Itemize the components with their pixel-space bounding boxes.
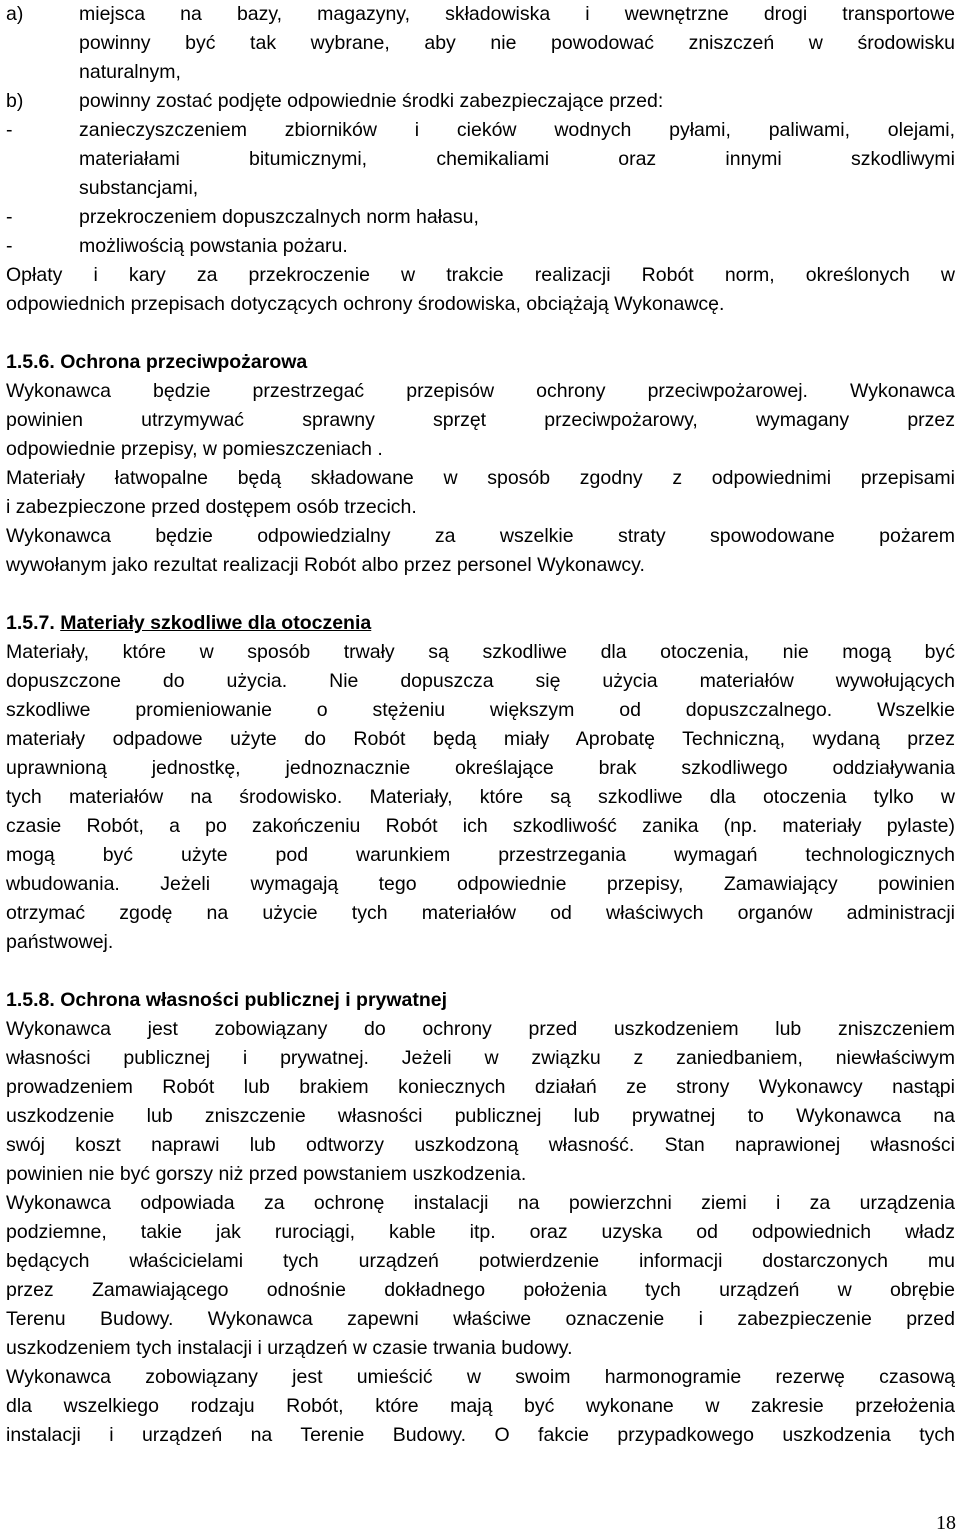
text-line: dla wszelkiego rodzaju Robót, które mają być wykonane w zakresie przełożenia — [6, 1395, 955, 1417]
page-number: 18 — [936, 1512, 956, 1534]
text-line: będących właścicielami tych urządzeń potwierdzenie informacji dostarczonych mu — [6, 1250, 955, 1272]
section-heading — [6, 986, 955, 1015]
text-line: instalacji i urządzeń na Terenie Budowy. O fakcie przypadkowego uszkodzenia tych — [6, 1424, 955, 1446]
list-item-a — [6, 0, 955, 87]
section — [6, 986, 955, 1450]
text-line: prowadzeniem Robót lub brakiem koniecznych działań ze strony Wykonawcy nastąpi — [6, 1076, 955, 1098]
sections-container — [6, 348, 955, 1450]
text-line: powinny być tak wybrane, aby nie powodować zniszczeń w środowisku — [79, 32, 955, 54]
section-heading — [6, 609, 955, 638]
text-line: odpowiednie przepisy, w pomieszczeniach . — [6, 438, 383, 460]
text-line: zanieczyszczeniem zbiorników i cieków wodnych pyłami, paliwami, olejami, — [79, 119, 955, 141]
text-line: Materiały łatwopalne będą składowane w sposób zgodny z odpowiednimi przepisami — [6, 467, 955, 489]
text-line: przekroczeniem dopuszczalnych norm hałasu, — [79, 206, 479, 228]
text-line: materiałami bitumicznymi, chemikaliami oraz innymi szkodliwymi — [79, 148, 955, 170]
document-body — [6, 0, 955, 1450]
text-line: wbudowania. Jeżeli wymagają tego odpowiednie przepisy, Zamawiający powinien — [6, 873, 955, 895]
text-line: Opłaty i kary za przekroczenie w trakcie realizacji Robót norm, określonych w — [6, 264, 955, 286]
text-line: Wykonawca będzie odpowiedzialny za wszelkie straty spowodowane pożarem — [6, 525, 955, 547]
section-number: 1.5.7. — [6, 612, 55, 634]
text-line: i zabezpieczone przed dostępem osób trzecich. — [6, 496, 417, 518]
text-line: Wykonawca zobowiązany jest umieścić w swoim harmonogramie rezerwę czasową — [6, 1366, 955, 1388]
section-number: 1.5.6. — [6, 351, 55, 373]
text-line: powinny zostać podjęte odpowiednie środki zabezpieczające przed: — [79, 90, 664, 112]
dash-item — [6, 116, 955, 203]
intro-list — [6, 0, 955, 319]
text-line: własności publicznej i prywatnej. Jeżeli w związku z zaniedbaniem, niewłaściwym — [6, 1047, 955, 1069]
text-line: przez Zamawiającego odnośnie dokładnego położenia tych urządzeń w obrębie — [6, 1279, 955, 1301]
text-line: materiały odpadowe użyte do Robót będą miały Aprobatę Techniczną, wydaną przez — [6, 728, 955, 750]
dash-item — [6, 203, 955, 232]
text-line: otrzymać zgodę na użycie tych materiałów od właściwych organów administracji — [6, 902, 955, 924]
text-line: naturalnym, — [79, 61, 181, 83]
text-line: możliwością powstania pożaru. — [79, 235, 348, 257]
text-line: czasie Robót, a po zakończeniu Robót ich szkodliwość zanika (np. materiały pylaste) — [6, 815, 955, 837]
list-marker: - — [6, 235, 13, 257]
list-marker: b) — [6, 90, 24, 112]
section-heading — [6, 348, 955, 377]
list-marker: a) — [6, 3, 24, 25]
text-line: substancjami, — [79, 177, 199, 199]
text-line: wywołanym jako rezultat realizacji Robót albo przez personel Wykonawcy. — [6, 554, 645, 576]
text-line: uszkodzenie lub zniszczenie własności publicznej lub prywatnej to Wykonawca na — [6, 1105, 955, 1127]
text-line: odpowiednich przepisach dotyczących ochrony środowiska, obciążają Wykonawcę. — [6, 293, 725, 315]
list-marker: - — [6, 206, 13, 228]
text-line: Materiały, które w sposób trwały są szkodliwe dla otoczenia, nie mogą być — [6, 641, 955, 663]
section-title: Materiały szkodliwe dla otoczenia — [60, 612, 372, 634]
text-line: szkodliwe promieniowanie o stężeniu większym od dopuszczalnego. Wszelkie — [6, 699, 955, 721]
list-item-b — [6, 87, 955, 116]
text-line: Terenu Budowy. Wykonawca zapewni właściwe oznaczenie i zabezpieczenie przed — [6, 1308, 955, 1330]
text-line: Wykonawca będzie przestrzegać przepisów ochrony przeciwpożarowej. Wykonawca — [6, 380, 955, 402]
text-line: mogą być użyte pod warunkiem przestrzegania wymagań technologicznych — [6, 844, 955, 866]
section-title: Ochrona przeciwpożarowa — [60, 351, 308, 373]
text-line: uprawnioną jednostkę, jednoznacznie określające brak szkodliwego oddziaływania — [6, 757, 955, 779]
text-line: Wykonawca odpowiada za ochronę instalacji na powierzchni ziemi i za urządzenia — [6, 1192, 955, 1214]
text-line: państwowej. — [6, 931, 114, 953]
text-line: Wykonawca jest zobowiązany do ochrony przed uszkodzeniem lub zniszczeniem — [6, 1018, 955, 1040]
text-line: dopuszczone do użycia. Nie dopuszcza się użycia materiałów wywołujących — [6, 670, 955, 692]
text-line: podziemne, takie jak rurociągi, kable itp. oraz uzyska od odpowiednich władz — [6, 1221, 955, 1243]
section — [6, 348, 955, 580]
section — [6, 609, 955, 957]
text-line: powinien nie być gorszy niż przed powstaniem uszkodzenia. — [6, 1163, 527, 1185]
section-title: Ochrona własności publicznej i prywatnej — [60, 989, 448, 1011]
text-line: swój koszt naprawi lub odtworzy uszkodzoną własność. Stan naprawionej własności — [6, 1134, 955, 1156]
text-line: tych materiałów na środowisko. Materiały, które są szkodliwe dla otoczenia tylko w — [6, 786, 955, 808]
text-line: powinien utrzymywać sprawny sprzęt przeciwpożarowy, wymagany przez — [6, 409, 955, 431]
list-marker: - — [6, 119, 13, 141]
text-line: miejsca na bazy, magazyny, składowiska i wewnętrzne drogi transportowe — [79, 3, 955, 25]
dash-item — [6, 232, 955, 261]
section-number: 1.5.8. — [6, 989, 55, 1011]
text-line: uszkodzeniem tych instalacji i urządzeń w czasie trwania budowy. — [6, 1337, 573, 1359]
